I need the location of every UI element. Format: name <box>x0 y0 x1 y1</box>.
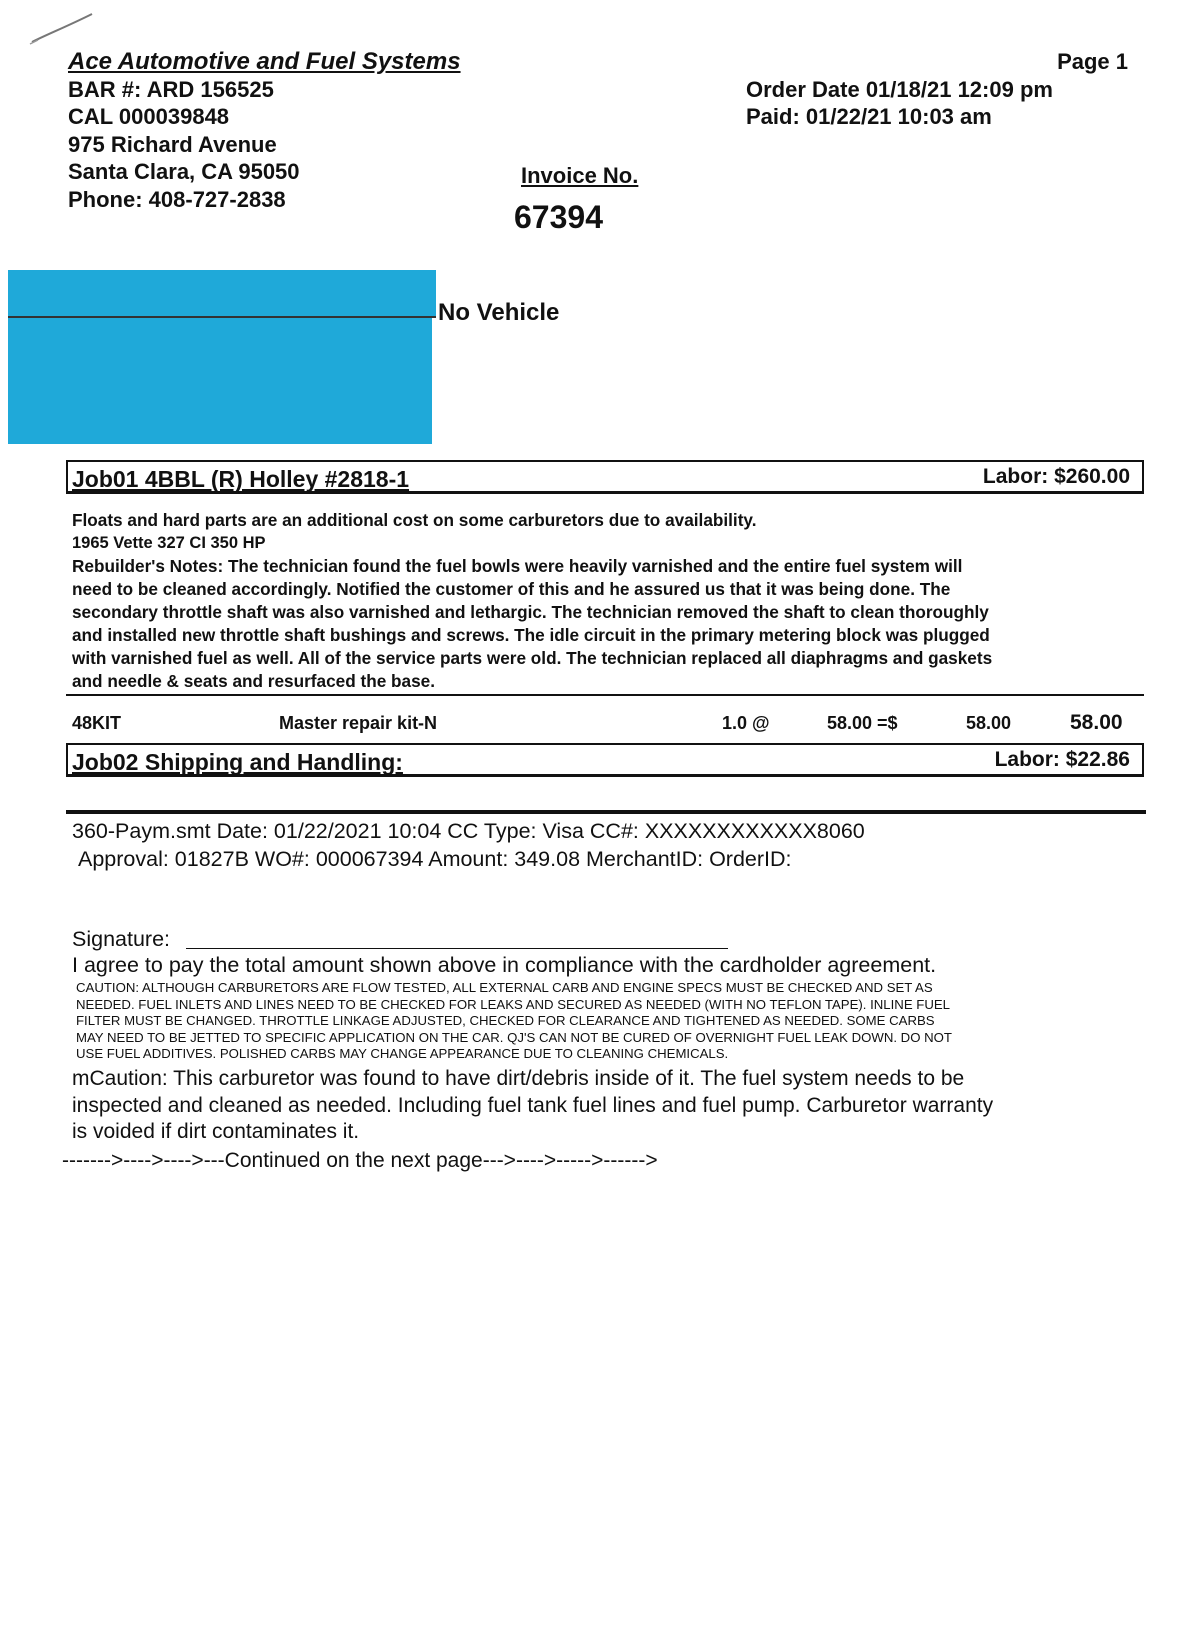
part-total: 58.00 <box>1070 711 1123 734</box>
mcaution-line: is voided if dirt contaminates it. <box>72 1120 360 1143</box>
redaction-box-bottom <box>8 318 432 444</box>
notes-line: 1965 Vette 327 CI 350 HP <box>72 534 266 552</box>
invoice-number: 67394 <box>514 199 603 235</box>
invoice-label: Invoice No. <box>521 163 639 188</box>
payment-line-2: Approval: 01827B WO#: 000067394 Amount: 349.08 MerchantID: OrderID: <box>78 847 792 871</box>
notes-line: Floats and hard parts are an additional cost on some carburetors due to availability. <box>72 510 757 530</box>
mcaution-block <box>72 1066 1162 1146</box>
agree-text: I agree to pay the total amount shown above in compliance with the cardholder agreement. <box>72 953 937 977</box>
job02-labor: Labor: $22.86 <box>994 748 1130 771</box>
company-phone: Phone: 408-727-2838 <box>68 186 286 212</box>
caution-line: CAUTION: ALTHOUGH CARBURETORS ARE FLOW TESTED, ALL EXTERNAL CARB AND ENGINE SPECS MUST BE CHECKED AND SET AS <box>76 980 933 995</box>
mcaution-line: mCaution: This carburetor was found to have dirt/debris inside of it. The fuel system needs to be <box>72 1067 965 1090</box>
caution-line: MAY NEED TO BE JETTED TO SPECIFIC APPLICATION ON THE CAR. QJ'S CAN NOT BE CURED OF OVERNIGHT FUEL LEAK DOWN. DO NOT <box>76 1029 952 1045</box>
part-code: 48KIT <box>72 713 122 733</box>
notes-line: Rebuilder's Notes: The technician found the fuel bowls were heavily varnished and the entire fuel system will <box>72 556 963 576</box>
company-name: Ace Automotive and Fuel Systems <box>68 48 461 75</box>
signature-line[interactable] <box>186 948 728 949</box>
notes-line: need to be cleaned accordingly. Notified the customer of this and he assured us that it was being done. The <box>72 579 951 599</box>
redaction-divider <box>8 316 436 318</box>
job01-labor: Labor: $260.00 <box>982 465 1130 488</box>
company-block <box>68 48 461 213</box>
caution-block <box>76 980 1156 1063</box>
notes-line: with varnished fuel as well. All of the service parts were old. The technician replaced all diaphragms and gaskets <box>72 648 993 668</box>
part-price: 58.00 =$ <box>827 713 898 733</box>
page-number: Page 1 <box>1057 49 1128 74</box>
part-ext: 58.00 <box>966 713 1012 733</box>
job01-notes <box>72 509 1162 693</box>
redaction-box-top <box>8 270 436 316</box>
caution-line: FILTER MUST BE CHANGED. THROTTLE LINKAGE ADJUSTED, CHECKED FOR CLEARANCE AND TIGHTENED AS NEEDED. SOME CARBS <box>76 1013 935 1029</box>
continued-note: ------->---->---->---Continued on the next page--->---->----->------> <box>62 1149 658 1172</box>
part-description: Master repair kit-N <box>279 713 438 733</box>
job01-title: Job01 4BBL (R) Holley #2818-1 <box>72 466 410 492</box>
divider <box>66 694 1144 696</box>
pen-mark <box>28 8 98 48</box>
job01-bar <box>66 460 1144 494</box>
mcaution-line: inspected and cleaned as needed. Including fuel tank fuel lines and fuel pump. Carburetor warranty <box>72 1093 994 1117</box>
part-qty: 1.0 @ <box>722 713 770 733</box>
job02-bar <box>66 743 1144 777</box>
thick-divider <box>66 810 1146 814</box>
bar-number: BAR #: ARD 156525 <box>68 76 274 102</box>
page-info <box>746 48 1128 131</box>
paid-date: Paid: 01/22/21 10:03 am <box>746 104 992 129</box>
caution-line: NEEDED. FUEL INLETS AND LINES NEED TO BE CHECKED FOR LEAKS AND SECURED AS NEEDED (WITH NO TEFLON TAPE). INLINE FUEL <box>76 996 950 1012</box>
signature-label: Signature: <box>72 927 171 951</box>
notes-line: and installed new throttle shaft bushings and screws. The idle circuit in the primary metering block was plugged <box>72 625 990 645</box>
notes-line: and needle & seats and resurfaced the base. <box>72 671 435 691</box>
cal-number: CAL 000039848 <box>68 104 230 129</box>
vehicle-label: No Vehicle <box>438 299 560 326</box>
company-city: Santa Clara, CA 95050 <box>68 159 300 184</box>
payment-line-1: 360-Paym.smt Date: 01/22/2021 10:04 CC Type: Visa CC#: XXXXXXXXXXXX8060 <box>72 819 865 843</box>
order-date: Order Date 01/18/21 12:09 pm <box>746 76 1053 102</box>
job02-title: Job02 Shipping and Handling: <box>72 749 403 775</box>
notes-line: secondary throttle shaft was also varnished and lethargic. The technician removed the shaft to clean thoroughly <box>72 602 989 622</box>
company-address: 975 Richard Avenue <box>68 131 277 157</box>
caution-line: USE FUEL ADDITIVES. POLISHED CARBS MAY CHANGE APPEARANCE DUE TO CLEANING CHEMICALS. <box>76 1046 729 1062</box>
